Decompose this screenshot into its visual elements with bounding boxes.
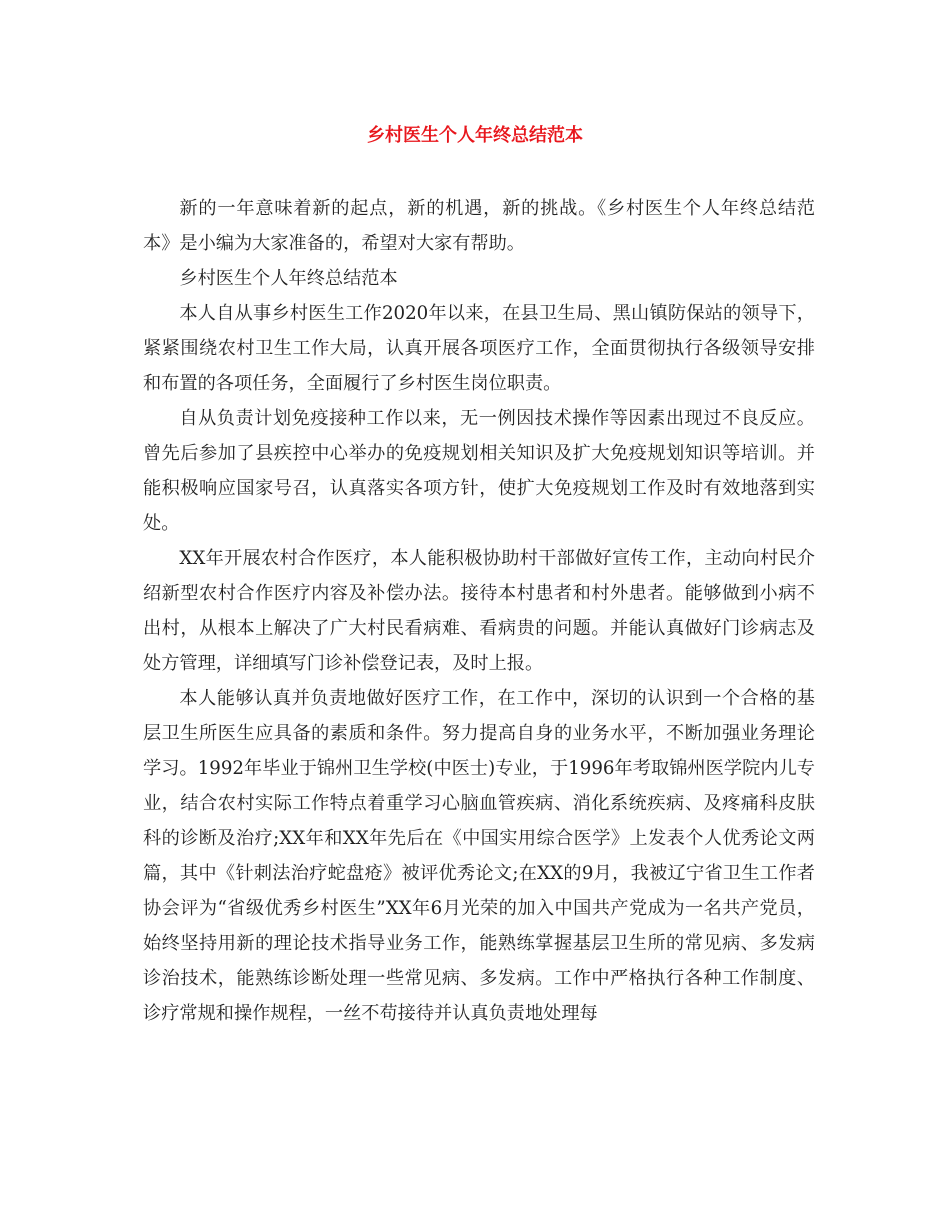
body-paragraph: XX年开展农村合作医疗，本人能积极协助村干部做好宣传工作，主动向村民介绍新型农村合作医疗内容及补偿办法。接待本村患者和村外患者。能够做到小病不出村，从根本上解决了广大村民看病难、看病贵的问题。并能认真做好门诊病志及处方管理，详细填写门诊补偿登记表，及时上报。 <box>143 548 815 674</box>
body-paragraph: 自从负责计划免疫接种工作以来，无一例因技术操作等因素出现过不良反应。曾先后参加了县疾控中心举办的免疫规划相关知识及扩大免疫规划知识等培训。并能积极响应国家号召，认真落实各项方针，使扩大免疫规划工作及时有效地落到实处。 <box>143 408 815 534</box>
intro-paragraph: 新的一年意味着新的起点，新的机遇，新的挑战。《乡村医生个人年终总结范本》是小编为大家准备的，希望对大家有帮助。 <box>143 198 815 254</box>
document-body <box>143 191 815 1031</box>
body-paragraph: 本人自从事乡村医生工作2020年以来，在县卫生局、黑山镇防保站的领导下，紧紧围绕农村卫生工作大局，认真开展各项医疗工作，全面贯彻执行各级领导安排和布置的各项任务，全面履行了乡村医生岗位职责。 <box>143 303 815 394</box>
body-paragraph: 本人能够认真并负责地做好医疗工作，在工作中，深切的认识到一个合格的基层卫生所医生应具备的素质和条件。努力提高自身的业务水平，不断加强业务理论学习。1992年毕业于锦州卫生学校(中医士)专业，于1996年考取锦州医学院内儿专业，结合农村实际工作特点着重学习心脑血管疾病、消化系统疾病、及疼痛科皮肤科的诊断及治疗;XX年和XX年先后在《中国实用综合医学》上发表个人优秀论文两篇，其中《针刺法治疗蛇盘疮》被评优秀论文;在XX的9月，我被辽宁省卫生工作者协会评为“省级优秀乡村医生”XX年6月光荣的加入中国共产党成为一名共产党员，始终坚持用新的理论技术指导业务工作，能熟练掌握基层卫生所的常见病、多发病诊治技术，能熟练诊断处理一些常见病、多发病。工作中严格执行各种工作制度、诊疗常规和操作规程，一丝不苟接待并认真负责地处理每 <box>143 688 815 1024</box>
document-title: 乡村医生个人年终总结范本 <box>367 125 583 146</box>
section-subtitle: 乡村医生个人年终总结范本 <box>179 268 398 289</box>
